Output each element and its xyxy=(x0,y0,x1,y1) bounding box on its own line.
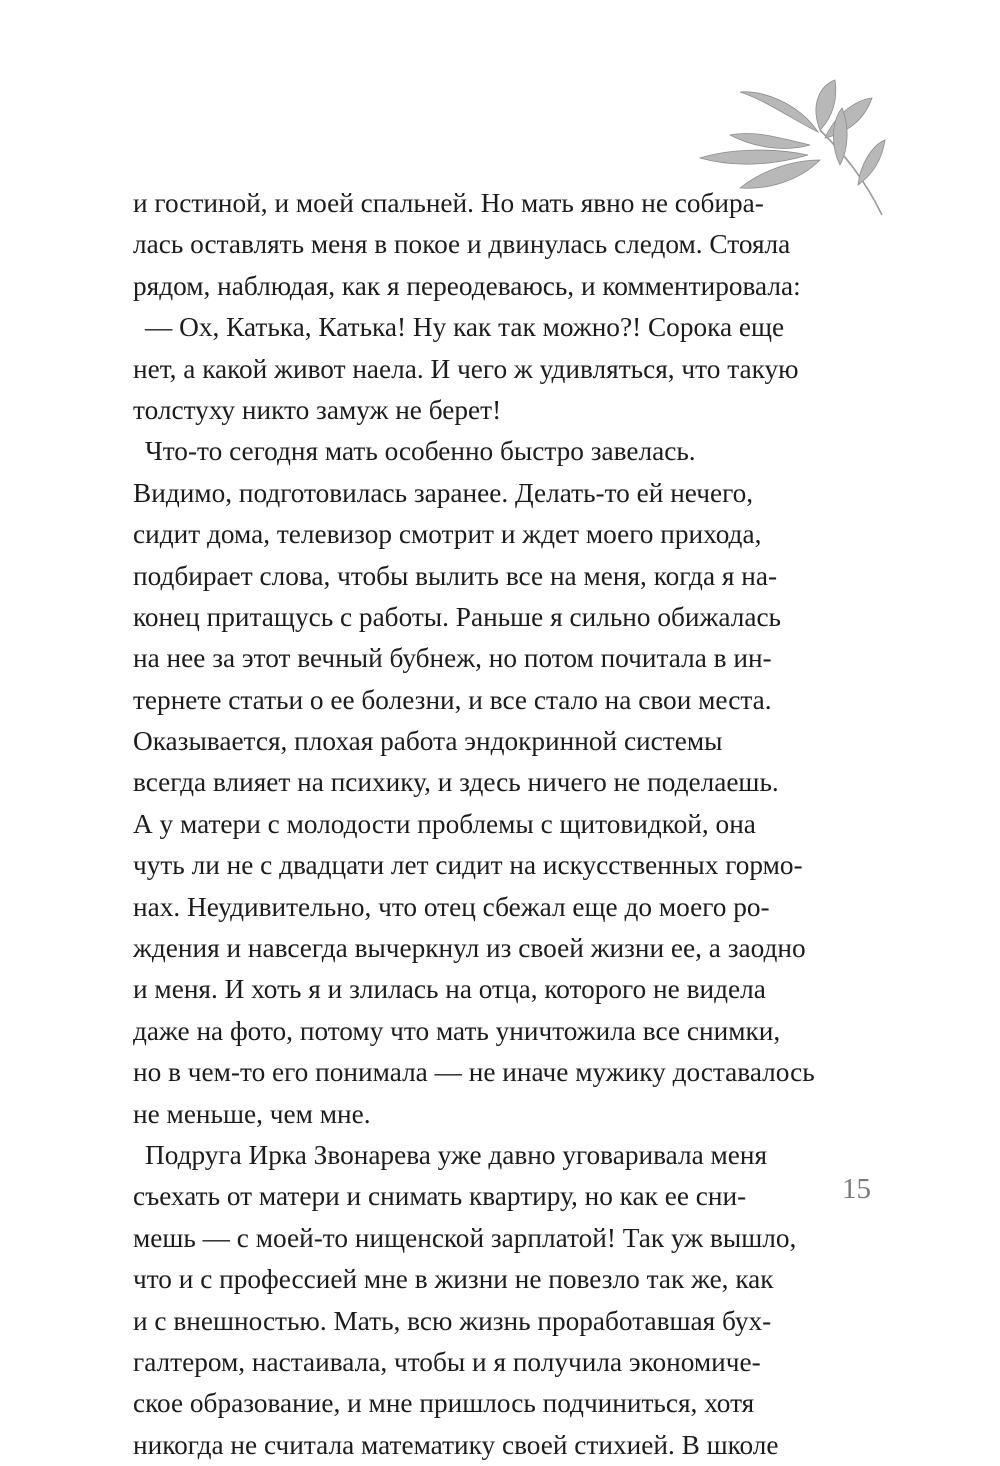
text-line: тернете статьи о ее болезни, и все стало на свои места. xyxy=(133,684,772,715)
text-line: съехать от матери и снимать квартиру, но как ее сни- xyxy=(133,1181,747,1212)
text-line: но в чем-то его понимала — не иначе мужику доставалось xyxy=(133,1057,815,1088)
text-line: Подруга Ирка Звонарева уже давно уговаривала меня xyxy=(145,1139,768,1170)
text-line: на нее за этот вечный бубнеж, но потом почитала в ин- xyxy=(133,643,772,674)
page-text xyxy=(133,183,815,1466)
text-line: рядом, наблюдая, как я переодеваюсь, и комментировала: xyxy=(133,270,801,301)
text-line: подбирает слова, чтобы вылить все на меня, когда я на- xyxy=(133,560,778,591)
text-line: ждения и навсегда вычеркнул из своей жизни ее, а заодно xyxy=(133,933,806,964)
text-line: никогда не считала математику своей стихией. В школе xyxy=(133,1429,779,1460)
text-line: Оказывается, плохая работа эндокринной системы xyxy=(133,726,723,757)
text-line: даже на фото, потому что мать уничтожила все снимки, xyxy=(133,1015,781,1046)
text-line: и меня. И хоть я и злилась на отца, которого не видела xyxy=(133,974,766,1005)
text-line: толстуху никто замуж не берет! xyxy=(133,394,502,425)
text-line: и гостиной, и моей спальней. Но мать явно не собира- xyxy=(133,188,764,218)
text-line: галтером, настаивала, чтобы и я получила экономиче- xyxy=(133,1346,761,1377)
text-line: мешь — с моей-то нищенской зарплатой! Так уж вышло, xyxy=(133,1222,797,1253)
text-line: лась оставлять меня в покое и двинулась следом. Стояла xyxy=(133,229,791,260)
text-line: что и с профессией мне в жизни не повезло так же, как xyxy=(133,1264,774,1295)
text-line: Видимо, подготовилась заранее. Делать-то ей нечего, xyxy=(133,477,754,508)
text-line: ское образование, и мне пришлось подчиниться, хотя xyxy=(133,1388,755,1419)
text-line: и с внешностью. Мать, всю жизнь проработавшая бух- xyxy=(133,1305,772,1336)
page-number: 15 xyxy=(842,1173,871,1205)
text-line: нет, а какой живот наела. И чего ж удивляться, что такую xyxy=(133,353,799,384)
text-line: нах. Неудивительно, что отец сбежал еще до моего ро- xyxy=(133,891,770,922)
text-line: не меньше, чем мне. xyxy=(133,1098,371,1129)
text-line: всегда влияет на психику, и здесь ничего не поделаешь. xyxy=(133,767,779,798)
text-line: А у матери с молодости проблемы с щитовидкой, она xyxy=(133,808,756,839)
text-line: Что-то сегодня мать особенно быстро завелась. xyxy=(145,436,696,467)
text-line: конец притащусь с работы. Раньше я сильно обижалась xyxy=(133,601,782,632)
text-line: сидит дома, телевизор смотрит и ждет моего прихода, xyxy=(133,519,762,550)
text-line: чуть ли не с двадцати лет сидит на искусственных гормо- xyxy=(133,850,803,881)
text-line: — Ох, Катька, Катька! Ну как так можно?! Сорока еще xyxy=(145,312,785,343)
